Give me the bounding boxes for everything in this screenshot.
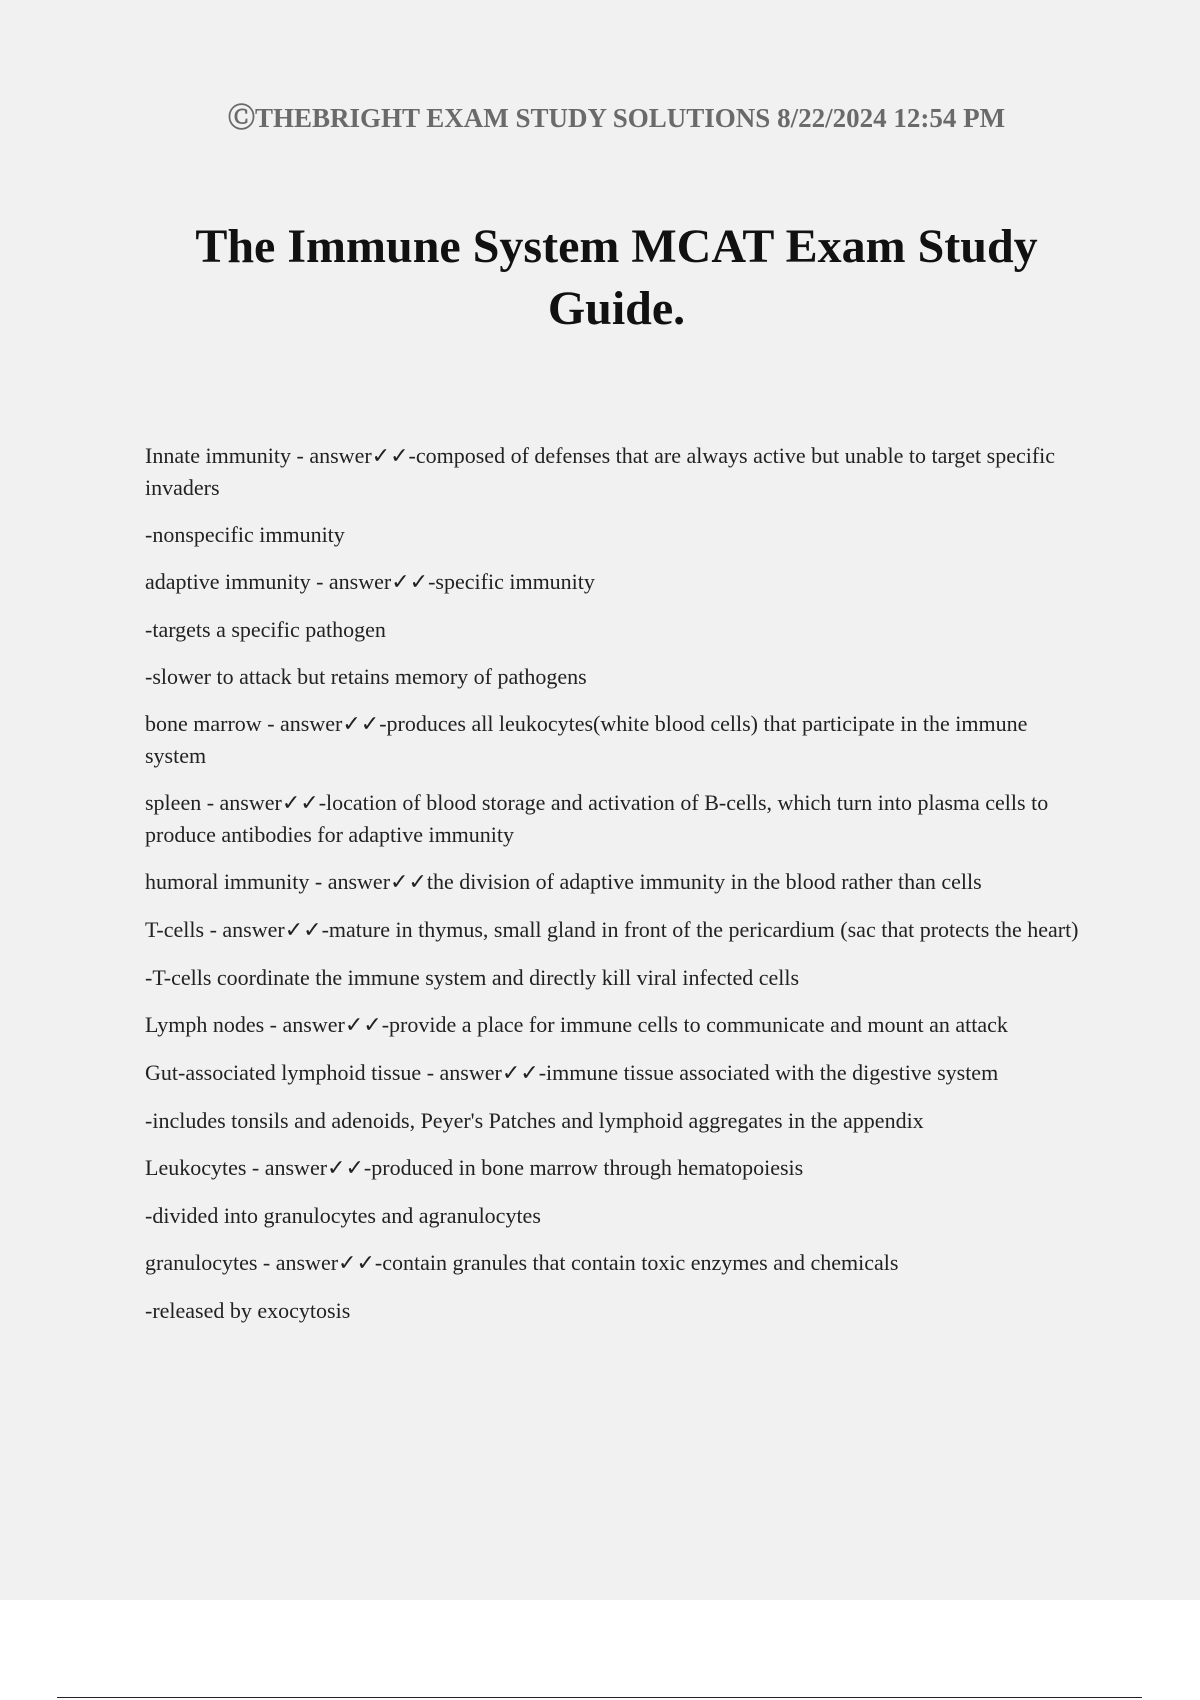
page-title: The Immune System MCAT Exam Study Guide. (195, 220, 1038, 335)
entry-term: Leukocytes (145, 1155, 247, 1180)
entry-term: humoral immunity (145, 869, 310, 894)
entry-leukocytes: Leukocytes - answer✓✓-produced in bone marrow through hematopoiesis (145, 1155, 804, 1181)
entry-term: spleen (145, 790, 202, 815)
entry-granulocytes: granulocytes - answer✓✓-contain granules that contain toxic enzymes and chemicals (145, 1250, 899, 1276)
checkmark-icon: ✓✓ (344, 1013, 382, 1038)
checkmark-icon: ✓✓ (391, 570, 429, 595)
entry-definition: -immune tissue associated with the digestive system (538, 1060, 999, 1085)
entry-definition: -location of blood storage and activation of B-cells, which turn into plasma cells to produce antibodies for adaptive immunity (145, 790, 1049, 847)
checkmark-icon: ✓✓ (342, 712, 380, 737)
entry-term: Gut-associated lymphoid tissue (145, 1060, 422, 1085)
entry-definition: -contain granules that contain toxic enzymes and chemicals (374, 1250, 899, 1275)
entry-definition: -composed of defenses that are always active but unable to target specific invaders (145, 443, 1056, 500)
copyright-header: ⒸTHEBRIGHT EXAM STUDY SOLUTIONS 8/22/2024 12:54 PM (227, 103, 1006, 133)
entry-bone-marrow: bone marrow - answer✓✓-produces all leukocytes(white blood cells) that participate in the immune system (145, 711, 1028, 768)
entry-definition: -mature in thymus, small gland in front of the pericardium (sac that protects the heart) (321, 917, 1079, 942)
entry-note: -released by exocytosis (145, 1298, 351, 1323)
entry-lymph-nodes: Lymph nodes - answer✓✓-provide a place for immune cells to communicate and mount an attack (145, 1012, 1008, 1038)
checkmark-icon: ✓✓ (284, 918, 322, 943)
entry-innate-immunity: Innate immunity - answer✓✓-composed of defenses that are always active but unable to target specific invaders (145, 443, 1056, 500)
entry-note: -divided into granulocytes and agranulocytes (145, 1203, 541, 1228)
entry-note: -T-cells coordinate the immune system and directly kill viral infected cells (145, 965, 800, 990)
entry-galt: Gut-associated lymphoid tissue - answer✓✓-immune tissue associated with the digestive system (145, 1060, 999, 1086)
entry-term: T-cells (145, 917, 205, 942)
entry-note: -includes tonsils and adenoids, Peyer's Patches and lymphoid aggregates in the appendix (145, 1108, 924, 1133)
checkmark-icon: ✓✓ (338, 1251, 375, 1276)
checkmark-icon: ✓✓ (390, 870, 427, 895)
checkmark-icon: ✓✓ (371, 444, 409, 469)
entry-definition: -specific immunity (428, 569, 595, 594)
entry-definition: -provide a place for immune cells to communicate and mount an attack (381, 1012, 1008, 1037)
study-guide-content (145, 440, 1090, 1342)
entry-term: adaptive immunity (145, 569, 311, 594)
entry-definition: the division of adaptive immunity in the blood rather than cells (426, 869, 982, 894)
entry-term: Lymph nodes (145, 1012, 265, 1037)
entry-spleen: spleen - answer✓✓-location of blood storage and activation of B-cells, which turn into plasma cells to produce antibodies for adaptive immunity (145, 790, 1049, 847)
checkmark-icon: ✓✓ (281, 791, 319, 816)
entry-definition: -produced in bone marrow through hematopoiesis (363, 1155, 804, 1180)
entry-term: Innate immunity (145, 443, 292, 468)
entry-note: -targets a specific pathogen (145, 617, 386, 642)
entry-definition: -produces all leukocytes(white blood cells) that participate in the immune system (145, 711, 1028, 768)
page-divider (57, 1697, 1142, 1698)
entry-note: -slower to attack but retains memory of pathogens (145, 664, 587, 689)
entry-term: bone marrow (145, 711, 262, 736)
entry-humoral-immunity: humoral immunity - answer✓✓the division of adaptive immunity in the blood rather than cells (145, 869, 982, 895)
entry-term: granulocytes (145, 1250, 258, 1275)
entry-t-cells: T-cells - answer✓✓-mature in thymus, small gland in front of the pericardium (sac that protects the heart) (145, 917, 1079, 943)
entry-adaptive-immunity: adaptive immunity - answer✓✓-specific immunity (145, 569, 595, 595)
checkmark-icon: ✓✓ (501, 1061, 539, 1086)
checkmark-icon: ✓✓ (327, 1156, 364, 1181)
entry-note: -nonspecific immunity (145, 522, 345, 547)
